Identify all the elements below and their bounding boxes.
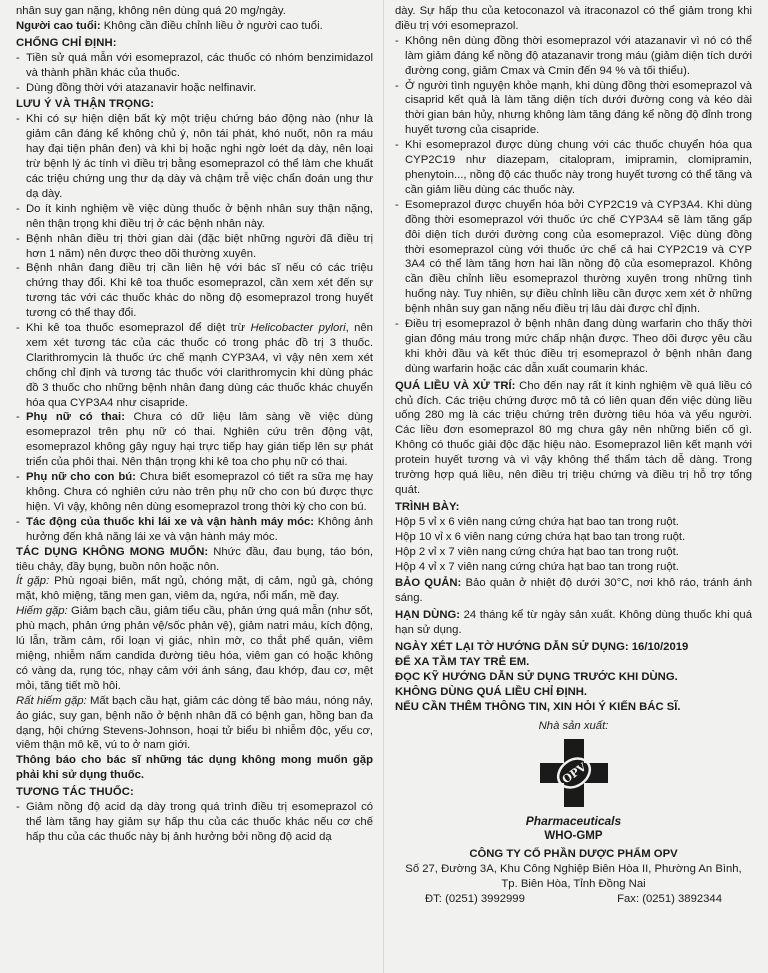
storage-paragraph	[395, 576, 752, 606]
rare-label: Hiếm gặp:	[16, 605, 68, 618]
list-item: - Dùng đồng thời với atazanavir hoặc nelfinavir.	[16, 81, 373, 96]
phone-number: ĐT: (0251) 3992999	[425, 892, 525, 905]
elderly-paragraph	[16, 19, 373, 34]
uncommon-text: Phù ngoại biên, mất ngủ, chóng mặt, dị cảm, ngủ gà, chóng mặt, khô miệng, tăng men gan, viêm da, ngứa, nổi mẩn, mề đay.	[16, 575, 374, 603]
uncommon-paragraph	[16, 574, 373, 604]
expiry-heading: HẠN DÙNG:	[395, 609, 461, 622]
list-item: - Bệnh nhân điều trị thời gian dài (đặc biệt những người đã điều trị hơn 1 năm) nên được theo dõi thường xuyên.	[16, 232, 373, 262]
left-column	[16, 4, 373, 845]
logo-text: OPV	[559, 760, 589, 786]
list-item: - Bệnh nhân đang điều trị cần liên hệ với bác sĩ nếu có các triệu chứng thay đổi. Khi kê toa thuốc esomeprazol, cần xem xét đến sự tương tác với các thuốc khác do nồng độ esomeprazol trong huyết tương có thể thay đổi.	[16, 261, 373, 321]
side-effects-paragraph	[16, 545, 373, 575]
lactation-text: Chưa biết esomeprazol có tiết ra sữa mẹ hay không. Chưa có nghiên cứu nào trên phụ nữ cho con bú được thực hiện. Vì vậy, không nên dùng esomeprazol trong thời kỳ cho con bú.	[26, 471, 374, 513]
driving-text: Không ảnh hưởng đến khả năng lái xe và vận hành máy móc.	[26, 515, 373, 543]
pharmaceuticals-label: Pharmaceuticals	[525, 814, 622, 829]
read-instructions-notice: ĐỌC KỸ HƯỚNG DẪN SỬ DỤNG TRƯỚC KHI DÙNG.	[395, 670, 678, 683]
address-line-2: Tp. Biên Hòa, Tỉnh Đồng Nai	[501, 878, 646, 891]
address-line-1: Số 27, Đường 3A, Khu Công Nghiệp Biên Hòa II, Phường An Bình,	[405, 863, 742, 876]
pack-line: Hộp 2 vỉ x 7 viên nang cứng chứa hạt bao tan trong ruột.	[395, 545, 679, 558]
list-item: - Khi esomeprazol được dùng chung với các thuốc chuyển hóa qua CYP2C19 như diazepam, citalopram, imipramin, clomipramin, phenytoin..., nồng độ các thuốc này trong huyết tương có thể tăng và cần giảm liều dùng các thuốc này.	[395, 138, 752, 198]
driving-label: Tác động của thuốc khi lái xe và vận hành máy móc:	[26, 515, 315, 528]
cautions-list	[16, 112, 373, 544]
list-item: - Không nên dùng đồng thời esomeprazol với atazanavir vì nó có thể làm giảm đáng kể nồng độ atazanavir trong máu (giảm diện tích dưới đường cong, giảm Cmax và Cmin đến 94 % và tối thiểu).	[395, 34, 752, 79]
interactions-heading: TƯƠNG TÁC THUỐC:	[16, 786, 134, 799]
list-item: - Tiền sử quá mẫn với esomeprazol, các thuốc có nhóm benzimidazol và thành phần khác của thuốc.	[16, 51, 373, 81]
list-item: - Giảm nồng độ acid dạ dày trong quá trình điều trị esomeprazol có thể làm tăng hay giảm sự hấp thu của các thuốc khác nếu cơ chế hấp thu của các thuốc này bị ảnh hưởng bởi nồng độ acid dạ	[16, 800, 373, 845]
list-item: - Esomeprazol được chuyển hóa bởi CYP2C19 và CYP3A4. Khi dùng đồng thời esomeprazol với thuốc ức chế CYP3A4 sẽ làm tăng gấp đôi diện tích dưới đường cong của esomeprazol. Việc dùng đồng thời esomeprazol cùng với thuốc ức chế cả hai CYP2C19 và CYP 3A4 có thể làm tăng hơn hai lần nồng độ của esomeprazol. Không cần điều chỉnh liều esomeprazol thường xuyên trong những tình huống này. Tuy nhiên, sự điều chỉnh liều cần được xem xét ở những bệnh nhân suy gan nặng nếu điều trị lâu dài được chỉ định.	[395, 198, 752, 317]
pack-line: Hộp 4 vỉ x 7 viên nang cứng chứa hạt bao tan trong ruột.	[395, 560, 679, 573]
manufacturer-label: Nhà sản xuất:	[538, 719, 609, 732]
contraindications-heading: CHỐNG CHỈ ĐỊNH:	[16, 36, 117, 49]
storage-heading: BẢO QUẢN:	[395, 577, 462, 590]
rare-text: Giảm bạch cầu, giảm tiểu cầu, phản ứng quá mẫn (như sốt, phù mạch, phản ứng phản vệ/sốc phản vệ), giảm natri máu, kích động, lú lẫn, trầm cảm, rối loạn vị giác, nhìn mờ, co thắt phế quản, viêm miệng, nhiễm nấm candida đường tiêu hóa, viêm gan có hoặc không có vàng da, rụng tóc, nhạy cảm với ánh sáng, đau khớp, đau cơ, mệt mỏi, tăng tiết mồ hôi.	[16, 605, 373, 692]
overdose-heading: QUÁ LIỀU VÀ XỬ TRÍ:	[395, 379, 516, 392]
elderly-text: Không cần điều chỉnh liều ở người cao tuổi.	[100, 19, 323, 32]
right-column	[395, 4, 752, 907]
hpylori-text-b: , nên xem xét tương tác của các thuốc có trong phác đồ trị 3 thuốc. Clarithromycin là thuốc ức chế mạnh CYP3A4, vì vậy nên xem xét chống chỉ định và tương tác thuốc với clarithromycin khi dùng phác đồ 3 thuốc cho những bệnh nhân đang dùng các thuốc khác chuyển hóa qua CYP3A4 như cisapride.	[26, 322, 373, 409]
pack-line: Hộp 10 vỉ x 6 viên nang cứng chứa hạt bao tan trong ruột.	[395, 530, 686, 543]
interactions-list	[395, 34, 752, 377]
presentation-section	[395, 500, 752, 575]
lactation-label: Phụ nữ cho con bú:	[26, 471, 136, 484]
hpylori-name: Helicobacter pylori	[250, 322, 346, 335]
pregnancy-item	[16, 410, 373, 470]
uncommon-label: Ít gặp:	[16, 575, 50, 588]
side-effects-heading: TÁC DỤNG KHÔNG MONG MUỐN:	[16, 545, 209, 558]
opv-logo-icon	[537, 736, 611, 810]
rare-paragraph	[16, 604, 373, 693]
very-rare-text: Mất bạch cầu hạt, giảm các dòng tế bào máu, nóng nảy, ảo giác, suy gan, bệnh não ở bệnh nhân đã có bệnh gan, hồng ban đa dạng, hội chứng Stevens-Johnson, hoại tử biểu bì nhiễm độc, yếu cơ, viêm thận mô kẽ, vú to ở nam giới.	[16, 694, 373, 752]
list-item: - Khi có sự hiện diện bất kỳ một triệu chứng báo động nào (như là giảm cân đáng kể không chủ ý, nôn tái phát, khó nuốt, nôn ra máu hay đại tiện phân đen) và khi bị hoặc nghi ngờ loét dạ dày, nên loại trừ bệnh lý ác tính vì điều trị bằng esomeprazol có thể làm che khuất các triệu chứng ung thư dạ dày và chậm trễ việc chẩn đoán ung thư dạ dày.	[16, 112, 373, 201]
very-rare-label: Rất hiếm gặp:	[16, 694, 87, 707]
elderly-label: Người cao tuổi:	[16, 19, 101, 32]
who-gmp-label: WHO-GMP	[544, 830, 603, 843]
list-item: - Do ít kinh nghiệm về việc dùng thuốc ở bệnh nhân suy thận nặng, nên thận trọng khi điều trị ở các bệnh nhân này.	[16, 202, 373, 232]
presentation-heading: TRÌNH BÀY:	[395, 500, 460, 513]
driving-item	[16, 515, 373, 545]
expiry-paragraph	[395, 608, 752, 638]
notices-block	[395, 640, 752, 715]
interactions-list-start	[16, 800, 373, 845]
dosage-end-text: nhân suy gan nặng, không nên dùng quá 20 mg/ngày.	[16, 5, 286, 17]
very-rare-paragraph	[16, 694, 373, 754]
keep-away-notice: ĐỂ XA TẦM TAY TRẺ EM.	[395, 655, 530, 668]
contact-line	[395, 892, 752, 907]
lactation-item	[16, 470, 373, 515]
cautions-heading: LƯU Ý VÀ THẬN TRỌNG:	[16, 98, 155, 111]
interaction-continued-text: dày. Sự hấp thu của ketoconazol và itraconazol có thể giảm trong khi điều trị với esomeprazol.	[395, 5, 752, 32]
contraindications-list	[16, 51, 373, 96]
overdose-paragraph	[395, 379, 752, 498]
hpylori-text-a: Khi kê toa thuốc esomeprazol để diệt trừ	[26, 322, 251, 335]
hpylori-item	[16, 321, 373, 410]
ask-doctor-notice: NẾU CẦN THÊM THÔNG TIN, XIN HỎI Ý KIẾN BÁC SĨ.	[395, 700, 681, 713]
list-item: - Ở người tình nguyện khỏe mạnh, khi dùng đồng thời esomeprazol và cisaprid kết quả là làm tăng diện tích dưới đường cong và kéo dài thời gian bán hủy, nhưng không làm tăng đáng kể nồng độ đỉnh trong huyết tương của cisapride.	[395, 79, 752, 139]
opv-logo	[395, 736, 752, 815]
notify-doctor-text: Thông báo cho bác sĩ những tác dụng không mong muốn gặp phải khi sử dụng thuốc.	[16, 754, 373, 782]
column-divider	[383, 0, 384, 973]
no-overdose-notice: KHÔNG DÙNG QUÁ LIỀU CHỈ ĐỊNH.	[395, 685, 588, 698]
side-effects-intro: Nhức đầu, đau bụng, táo bón, tiêu chảy, đầy bụng, buồn nôn hoặc nôn.	[16, 545, 373, 573]
revision-date-notice: NGÀY XÉT LẠI TỜ HƯỚNG DẪN SỬ DỤNG: 16/10/2019	[395, 641, 689, 654]
pregnancy-label: Phụ nữ có thai:	[26, 411, 125, 424]
storage-text: Bảo quản ở nhiệt độ dưới 30°C, nơi khô ráo, tránh ánh sáng.	[395, 577, 752, 605]
pack-line: Hộp 5 vỉ x 6 viên nang cứng chứa hạt bao tan trong ruột.	[395, 515, 679, 528]
expiry-text: 24 tháng kể từ ngày sản xuất. Không dùng thuốc khi quá hạn sử dụng.	[395, 609, 752, 637]
pregnancy-text: Chưa có dữ liệu lâm sàng về việc dùng esomeprazol trên phụ nữ có thai. Nghiên cứu trên động vật, esomeprazol không gây nguy hại trực tiếp hay gián tiếp lên sự phát triển của phôi thai. Nên thận trọng khi kê toa cho phụ nữ có thai.	[26, 411, 373, 469]
overdose-text: Cho đến nay rất ít kinh nghiệm về quá liều có chủ đích. Các triệu chứng được mô tả có liên quan đến việc dùng liều uống 280 mg là các triệu chứng trên đường tiêu hóa và yếu người. Các liều đơn esomeprazol 80 mg chưa gây nên những biến cố gì. Không có thuốc giải độc đặc hiệu nào. Esomeprazol liên kết mạnh với protein huyết tương và vì vậy không thể thẩm tách dễ dàng. Trong trường hợp quá liều, nên điều trị triệu chứng và điều trị hỗ trợ tổng quát.	[395, 379, 752, 496]
list-item: - Điều trị esomeprazol ở bệnh nhân đang dùng warfarin cho thấy thời gian đông máu trong mức chấp nhận được. Theo dõi được yêu cầu khi khởi đầu và kết thúc điều trị esomeprazol ở bệnh nhân đang dùng warfarin hoặc các dẫn xuất coumarin khác.	[395, 317, 752, 377]
fax-number: Fax: (0251) 3892344	[617, 892, 722, 905]
company-name: CÔNG TY CỔ PHẦN DƯỢC PHẨM OPV	[469, 848, 678, 861]
